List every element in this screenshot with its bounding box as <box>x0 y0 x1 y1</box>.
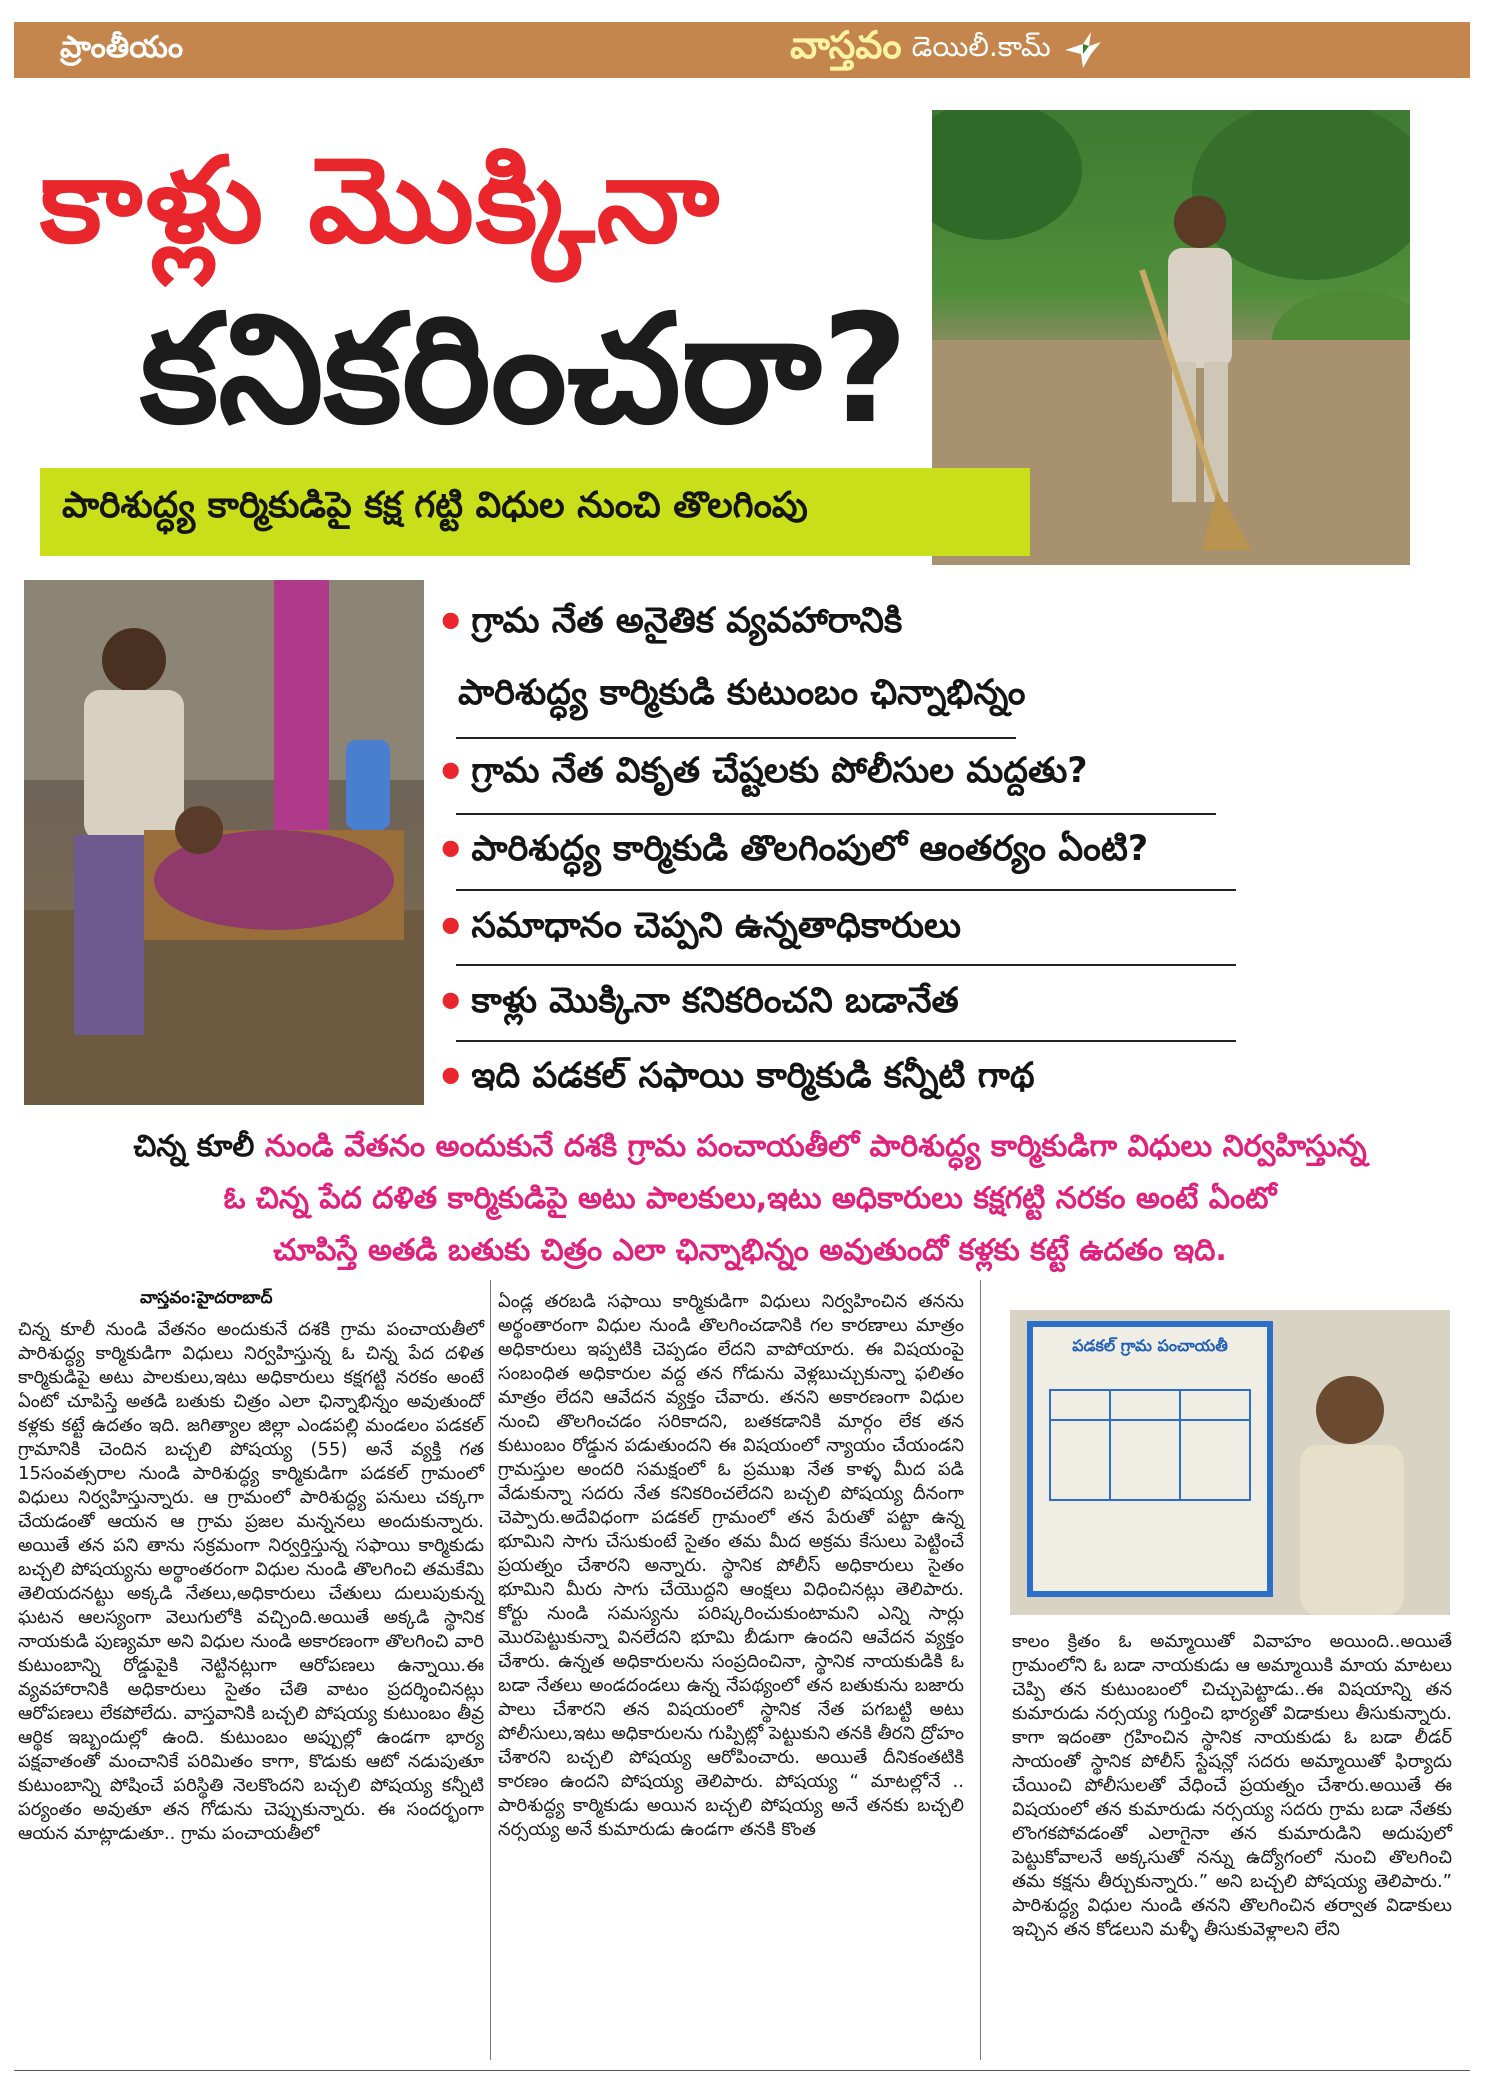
divider <box>456 737 1016 739</box>
bottom-rule <box>14 2070 1470 2071</box>
divider <box>456 813 1216 815</box>
headline-line2: కనికరించరా? <box>140 283 909 457</box>
divider <box>456 1040 1236 1042</box>
brand-name: వాస్తవం <box>790 23 902 67</box>
bullet-item: • గ్రామ నేత అనైతిక వ్యవహారానికి <box>436 595 903 649</box>
column-divider <box>490 1280 491 2060</box>
bullet-item: • పారిశుద్ధ్య కార్మికుడి తొలగింపులో ఆంతర్యం ఏంటి? <box>436 823 1149 877</box>
photo-man-notice-board <box>1010 1310 1450 1615</box>
intro-line3: చూపిస్తే అతడి బతుకు చిత్రం ఎలా ఛిన్నాభిన్నం అవుతుందో కళ్లకు కట్టే ఉదతం ఇది. <box>273 1233 1227 1268</box>
column-divider <box>980 1280 981 2060</box>
headline-line1: కాళ్లు మొక్కినా <box>40 131 722 269</box>
photo-family <box>24 580 424 1105</box>
article-column-2: ఏండ్ల తరబడి సఫాయి కార్మికుడిగా విధులు నిర్వహించిన తనను అర్థంతారంగా విధుల నుండి తొలగించడానికి గల కారణాలు మాత్రం అధికారులు ఇప్పటికి చెప్పడం లేదని వాపోయారు. ఈ విషయంపై సంబంధిత అధికారుల వద్ద తన గోడును వెళ్లబుచ్చుకున్నా ఫలితం మాత్రం లేదని ఆవేదన వ్యక్తం చేవారు. తనని అకారణంగా విధుల నుంచి తొలగించడం సరికాదని, బతకడానికి మార్గం లేక తన కుటుంబం రోడ్డున పడుతుందని ఈ విషయంలో న్యాయం చేయండని గ్రామస్తుల అందరి సమక్షంలో ఓ ప్రముఖ నేత కాళ్ళ మీద పడి వేడుకున్నా సదరు నేత కనికరించలేదని బచ్చలి పోషయ్య దీనంగా చెప్పారు.అదేవిధంగా పడకల్ గ్రామంలో తన పేరుతో పట్టా ఉన్న భూమిని సాగు చేసుకుంటే సైతం తమ మీద అక్రమ కేసులు పెట్టించే ప్రయత్నం చేశారని అన్నారు. స్థానిక పోలీస్ అధికారులు సైతం భూమిని మీరు సాగు చేయొద్దని ఆంక్షలు విధించినట్లు తెలిపారు. కోర్టు నుండి సమస్యను పరిష్కరించుకుంటామని ఎన్ని సార్లు మొరపెట్టుకున్నా వినలేదని భూమి బీడుగా ఉందని ఆవేదన వ్యక్తం చేశారు. ఉన్నత అధికారులను సంప్రదించినా, స్థానిక నాయకుడికి ఓ బడా నేతలు అండదండలు ఉన్న నేపథ్యంలో తన బతుకును బజారు పాలు చేశారని తన విషయంలో స్థానిక నేత పగబట్టి అటు పోలీసులు,ఇటు అధికారులను గుప్పిట్లో పెట్టుకుని తనకి తీరని ద్రోహం చేశారని బచ్చలి పోషయ్య ఆరోపించారు. అయితే దీనికంతటికి కారణం ఉందని పోషయ్య తెలిపారు. పోషయ్య “ మాటల్లోనే .. పారిశుద్ధ్య కార్మికుడు అయిన బచ్చలి పోషయ్య అనే తనకు బచ్చలి నర్సయ్య అనే కుమారుడు ఉండగా తనకి కొంత <box>498 1291 964 1840</box>
bird-icon <box>1061 28 1105 72</box>
article-column-1: చిన్న కూలీ నుండి వేతనం అందుకునే దశకి గ్రామ పంచాయతీలో పారిశుద్ధ్య కార్మికుడిగా విధులు నిర్వహిస్తున్న ఓ చిన్న పేద దళిత కార్మికుడిపై అటు పాలకులు,ఇటు అధికారులు కక్షగట్టి నరకం అంటే ఏంటో చూపిస్తే అతడి బతుకు చిత్రం ఎలా ఛిన్నాభిన్నం అవుతుందో కళ్లకు కట్టే ఉదతం ఇది. జగిత్యాల జిల్లా ఎండపల్లి మండలం పడకల్ గ్రామానికి చెందిన బచ్చలి పోషయ్య (55) అనే వ్యక్తి గత 15సంవత్సరాల నుండి పారిశుద్ధ్య కార్మికుడిగా పడకల్ గ్రామంలో విధులు నిర్వహిస్తున్నారు. ఆ గ్రామంలో పారిశుద్ధ్య పనులు చక్కగా చేయడంతో ఆయన ఆ గ్రామ ప్రజల మన్ననలు అందుకున్నారు. అయితే తన పని తాను సక్రమంగా నిర్వర్తిస్తున్న సఫాయి కార్మికుడు బచ్చలి పోషయ్యను అర్థాంతరంగా విధుల నుండి తొలగించి తమకేమి తెలియదనట్టు అక్కడి నేతలు,అధికారులు చేతులు దులుపుకున్న ఘటన ఆలస్యంగా వెలుగులోకి వచ్చింది.అయితే అక్కడి స్థానిక నాయకుడి పుణ్యమా అని విధుల నుండి అకారణంగా తొలగించి వారి కుటుంబాన్ని రోడ్డుపైకి నెట్టినట్లుగా ఆరోపణలు ఉన్నాయి.ఈ వ్యవహారానికి అధికారులు సైతం చేతి వాటం ప్రదర్శించినట్లు ఆరోపణలు లేకపోలేదు. వాస్తవానికి బచ్చలి పోషయ్య కుటుంబం తీవ్ర ఆర్థిక ఇబ్బందుల్లో ఉంది. కుటుంబం అప్పుల్లో ఉండగా భార్య పక్షవాతంతో మంచానికే పరిమితం కాగా, కొడుకు ఆటో నడుపుతూ కుటుంబాన్ని పోషించే పరిస్థితి నెలకొందని బచ్చలి పోషయ్య కన్నీటి పర్యంతం అవుతూ తన గోడును చెప్పుకున్నారు. ఈ సందర్భంగా ఆయన మాట్లాడుతూ.. గ్రామ పంచాయతీలో <box>18 1319 484 1844</box>
article-column-3: కాలం క్రితం ఓ అమ్మాయితో వివాహం అయింది..అయితే గ్రామంలోని ఓ బడా నాయకుడు ఆ అమ్మాయికి మాయ మాటలు చెప్పి తన కుటుంబంలో చిచ్చుపెట్టాడు..ఈ విషయాన్ని తన కుమారుడు నర్సయ్య గుర్తించి భార్యతో విడాకులు తీసుకున్నారు. కాగా ఇదంతా గ్రహించిన స్థానిక నాయకుడు ఓ బడా లీడర్ సాయంతో స్థానిక పోలీస్ స్టేషన్లో సదరు అమ్మాయితో ఫిర్యాదు చేయించి పోలీసులతో వేధించే ప్రయత్నం చేశారు.అయితే ఈ విషయంలో తన కుమారుడు నర్సయ్య సదరు గ్రామ బడా నేతకు లొంగకపోవడంతో ఎలాగైనా తన కుమారుడిని అదుపులో పెట్టుకోవాలనే అక్కసుతో నన్ను ఉద్యోగంలో నుంచి తొలగించి తమ కక్షను తీర్చుకున్నారు.” అని బచ్చలి పోషయ్య తెలిపారు.” పారిశుద్ధ్య విధుల నుండి తనని తొలగించిన తర్వాత విడాకులు ఇచ్చిన తన కోడలుని మళ్ళీ తీసుకువెళ్లాలని లేని <box>1012 1631 1452 1940</box>
intro-line1: చిన్న కూలీ నుండి వేతనం అందుకునే దశకి గ్రామ పంచాయతీలో పారిశుద్ధ్య కార్మికుడిగా విధులు నిర్వహిస్తున్న <box>133 1129 1367 1164</box>
headline <box>40 131 940 269</box>
intro-lead: చిన్న కూలీ <box>133 1129 255 1164</box>
bullet-item: • కాళ్లు మొక్కినా కనికరించని బడానేత <box>436 975 959 1029</box>
dateline: వాస్తవం:హైదరాబాద్ <box>140 1288 273 1308</box>
bullet-item: • సమాధానం చెప్పని ఉన్నతాధికారులు <box>436 900 961 954</box>
notice-board-title: పడకల్ గ్రామ పంచాయతీ <box>1072 1336 1228 1355</box>
bullet-item: పారిశుద్ధ్య కార్మికుడి కుటుంబం ఛిన్నాభిన్నం <box>458 673 1026 713</box>
bullet-item: • గ్రామ నేత వికృత చేష్టలకు పోలీసుల మద్దతు? <box>436 745 1088 799</box>
header-band <box>14 22 1470 78</box>
subheadline: పారిశుద్ధ్య కార్మికుడిపై కక్ష గట్టి విధుల నుంచి తొలగింపు <box>62 485 808 526</box>
intro-line2: ఓ చిన్న పేద దళిత కార్మికుడిపై అటు పాలకులు,ఇటు అధికారులు కక్షగట్టి నరకం అంటే ఏంటో <box>223 1181 1277 1216</box>
section-label: ప్రాంతీయం <box>60 30 184 65</box>
divider <box>456 889 1236 891</box>
bullet-item: • ఇది పడకల్ సఫాయి కార్మికుడి కన్నీటి గాథ <box>436 1050 1035 1104</box>
brand-site: డెయిలీ.కామ్ <box>911 30 1051 63</box>
brand[interactable] <box>790 22 1105 78</box>
divider <box>456 964 1236 966</box>
